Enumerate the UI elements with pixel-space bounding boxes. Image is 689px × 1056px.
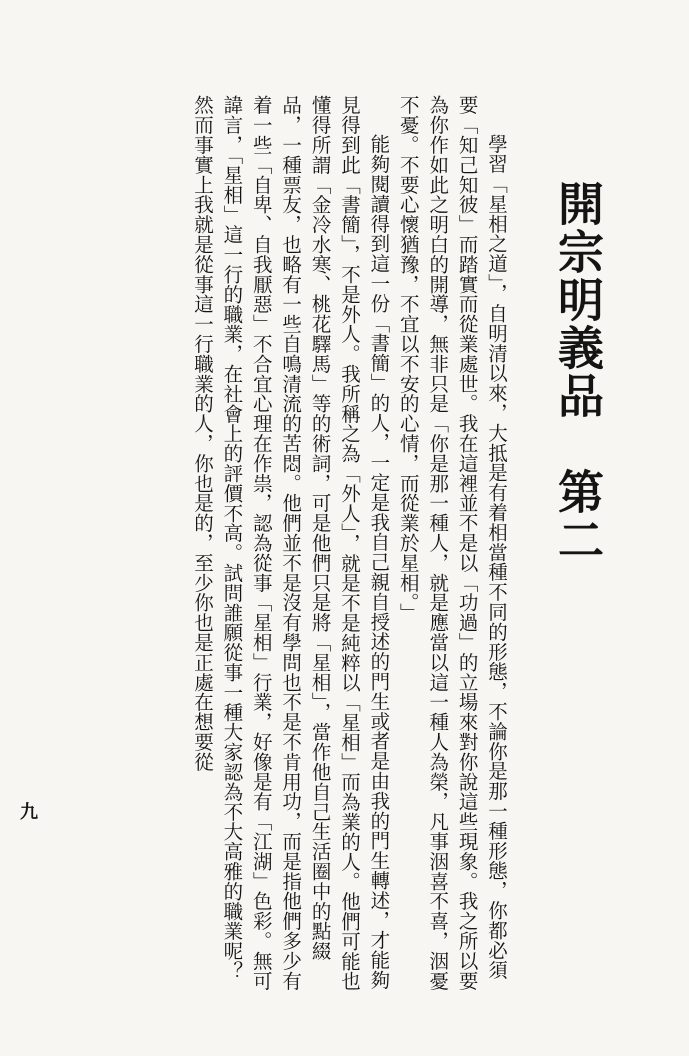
- body-text: [71, 95, 511, 995]
- chapter-title: 開宗明義品 第二: [551, 180, 605, 564]
- page-number: 九: [20, 802, 38, 823]
- paragraph-1: 學習「星相之道」，自明清以來，大抵是有着相當種不同的形態，不論你是那一種形態，你都必須要「知己知彼」而踏實而從業處世。我在這裡並不是以「功過」的立場來對你說這些現象。我之所以要為你作如此之明白的開導，無非只是「你是那一種人，就是應當以這一種人為榮，凡事洇喜不喜，洇憂不憂。不要心懷猶豫，不宜以不安的心情，而從業於星相。」: [396, 95, 508, 991]
- paragraph-2: 能夠閱讀得到這一份「書簡」的人，一定是我自己親自授述的門生或者是由我的門生轉述，才能夠見得到此「書簡」，不是外人。我所稱之為「外人」，就是不是純粹以「星相」而為業的人。他們可能也懂得所謂「金冷水寒、桃花驛馬」等的術詞，可是他們只是將「星相」，當作他自己生活圈中的點綴品，一種票友，也略有一些自鳴清流的苦悶。他們並不是沒有學問也不是不肯用功，而是指他們多少有着一些「自卑、自我厭惡」不合宜心理在作祟，認為從事「星相」行業，好像是有「江湖」色彩。無可諱言，「星相」這一行的職業，在社會上的評價不高。試問誰願從事一種大家認為不大高雅的職業呢？然而事實上我就是從事這一行職業的人，你也是的，至少你也是正處在想要從: [190, 95, 391, 991]
